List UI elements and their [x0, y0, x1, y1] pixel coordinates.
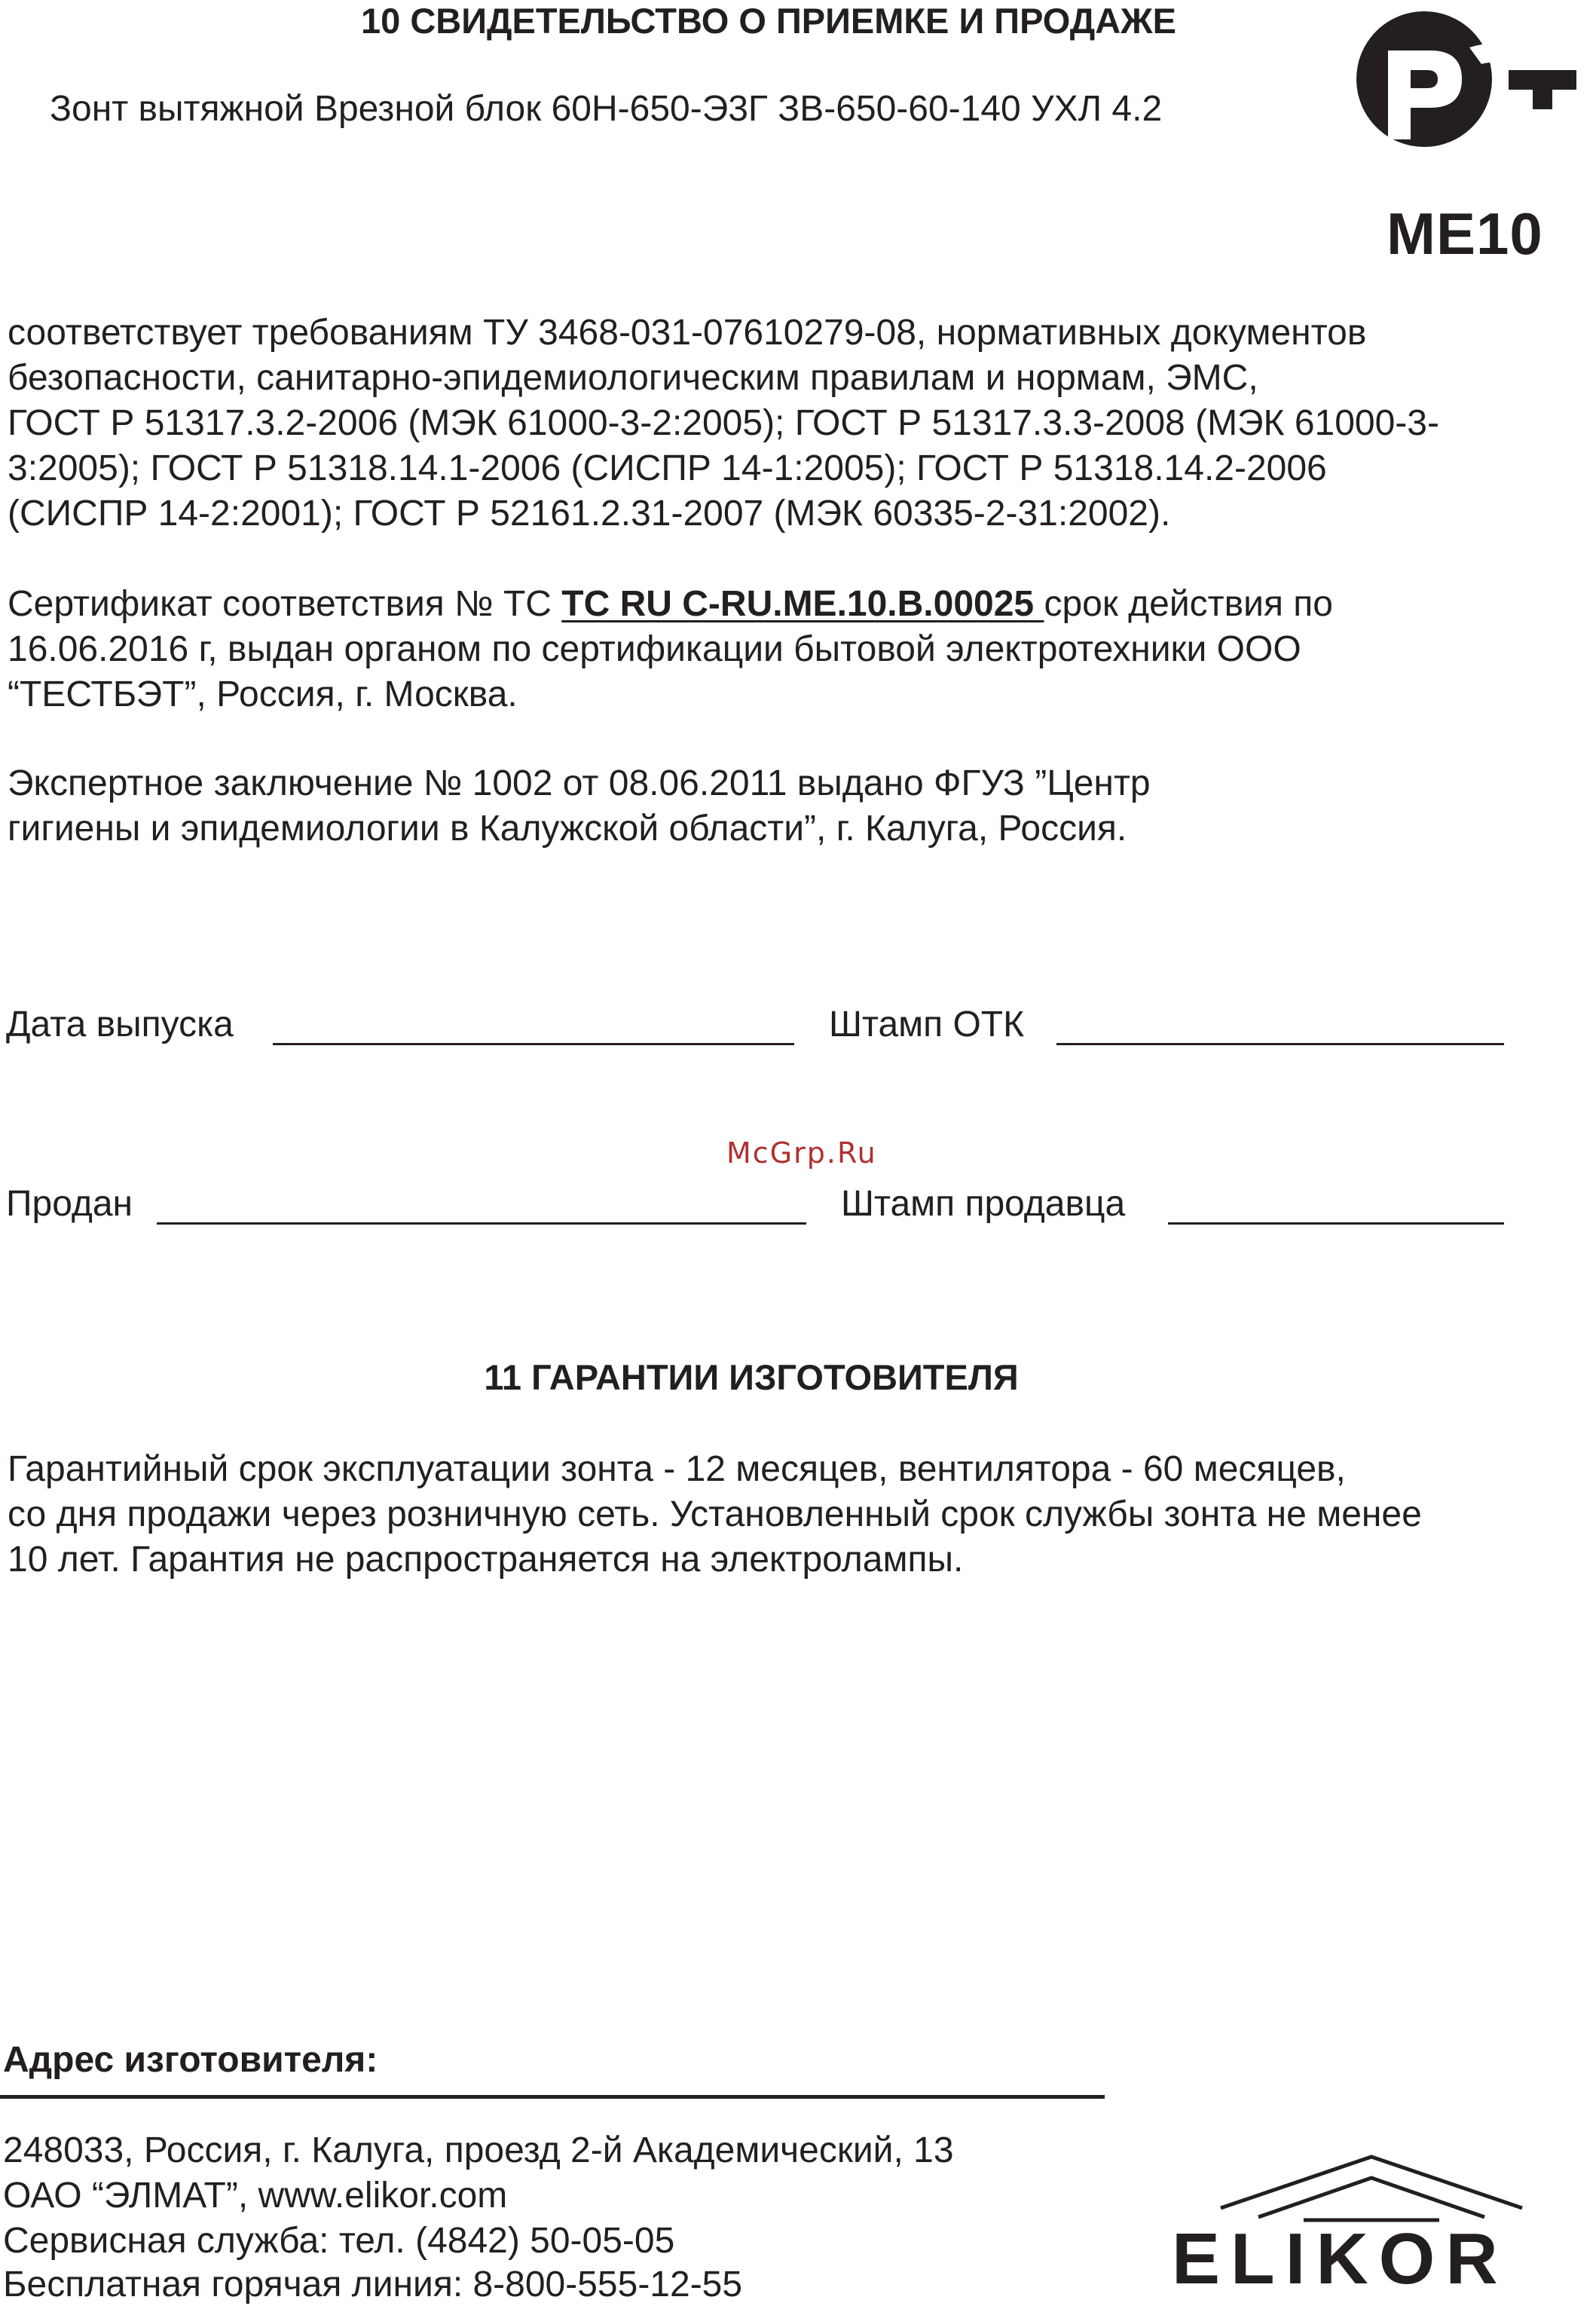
watermark: McGrp.Ru — [726, 1136, 877, 1170]
elikor-roof-icon — [1213, 2148, 1530, 2223]
manufacturer-divider — [0, 2095, 1105, 2099]
pct-certification-icon — [1349, 4, 1582, 166]
otk-stamp-label: Штамп ОТК — [829, 1005, 1025, 1044]
company-line: ОАО “ЭЛМАТ”, www.elikor.com — [3, 2176, 508, 2216]
certificate-suffix: срок действия по 16.06.2016 г, выдан органом по сертификации бытовой электротехники ООО “ТЕСТБЭТ”, Россия, г. Москва. — [8, 584, 1333, 714]
service-phone-line: Сервисная служба: тел. (4842) 50-05-05 — [3, 2221, 675, 2261]
sold-line — [157, 1222, 806, 1225]
warranty-paragraph: Гарантийный срок эксплуатации зонта - 12 месяцев, вентилятора - 60 месяцев, со дня продажи через розничную сеть. Установленный срок службы зонта не менее 10 лет. Гарантия не распространяется на электролампы. — [8, 1449, 1422, 1580]
address-line: 248033, Россия, г. Калуга, проезд 2-й Академический, 13 — [3, 2130, 954, 2170]
certificate-prefix: Сертификат соответствия № ТС — [8, 584, 562, 624]
hotline-line: Бесплатная горячая линия: 8-800-555-12-55 — [3, 2265, 743, 2304]
seller-stamp-label: Штамп продавца — [841, 1184, 1126, 1224]
manufacturer-heading: Адрес изготовителя: — [3, 2040, 378, 2080]
product-name: Зонт вытяжной Врезной блок 60Н-650-Э3Г ЗВ-650-60-140 УХЛ 4.2 — [50, 89, 1163, 129]
certificate-paragraph — [8, 582, 1333, 717]
certificate-number: ТС RU C-RU.ME.10.B.00025 — [561, 584, 1044, 624]
compliance-paragraph: соответствует требованиям ТУ 3468-031-07610279-08, нормативных документов безопасности, санитарно-эпидемиологическим правилам и нормам, ЭМС, ГОСТ Р 51317.3.2-2006 (МЭК 61000-3-2:2005); ГОСТ Р 51317.3.3-2008 (МЭК 61000-3- 3:2005); ГОСТ Р 51318.14.1-2006 (СИСПР 14-1:2005); ГОСТ Р 51318.14.2-2006 (СИСПР 14-2:2001); ГОСТ Р 52161.2.31-2007 (МЭК 60335-2-31:2002). — [8, 313, 1439, 534]
expert-paragraph: Экспертное заключение № 1002 от 08.06.2011 выдано ФГУЗ ”Центр гигиены и эпидемиологии в Калужской области”, г. Калуга, Россия. — [8, 763, 1151, 849]
release-date-line — [273, 1043, 794, 1045]
sold-label: Продан — [6, 1184, 133, 1224]
cert-mark-label: ME10 — [1387, 200, 1543, 267]
release-date-label: Дата выпуска — [6, 1005, 234, 1044]
section-10-title: 10 СВИДЕТЕЛЬСТВО О ПРИЕМКЕ И ПРОДАЖЕ — [360, 1, 1176, 41]
elikor-logo-text: ELIKOR — [1172, 2219, 1509, 2299]
seller-stamp-line — [1168, 1222, 1504, 1225]
section-11-title: 11 ГАРАНТИИ ИЗГОТОВИТЕЛЯ — [484, 1357, 1019, 1397]
otk-stamp-line — [1056, 1043, 1504, 1045]
